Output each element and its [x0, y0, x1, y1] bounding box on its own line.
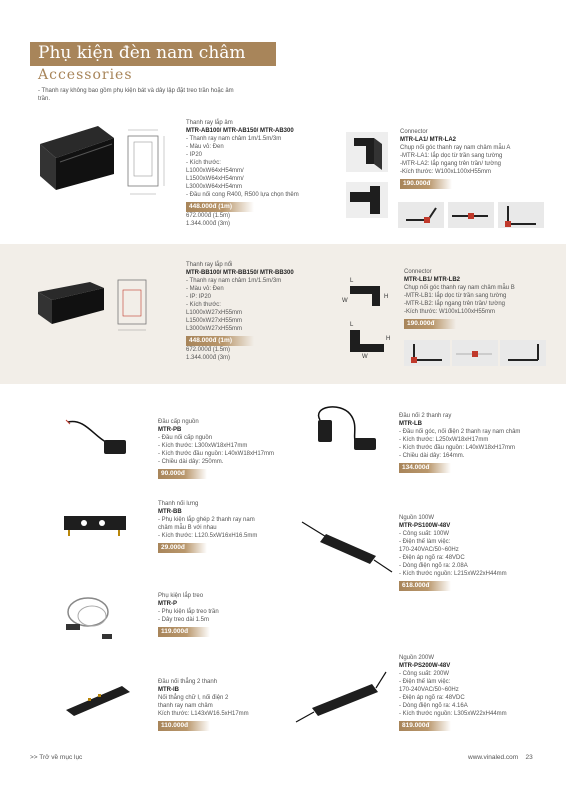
spec-line: - Đầu nối cong R400, R500 lựa chọn thêm [186, 192, 299, 198]
connector-lb-install-2 [452, 340, 498, 366]
connector-lb2-image [340, 318, 394, 358]
spec-line: - Công suất: 200W [399, 671, 450, 677]
connector-la1-image [344, 130, 390, 174]
svg-text:H: H [384, 294, 389, 300]
price-tag: 618.000đ [399, 581, 451, 591]
spec-line: - Kích thước nguồn: L305xW22xH44mm [399, 711, 507, 717]
spec-line: - Kích thước: L120.5xW16xH16.5mm [158, 533, 258, 539]
spec-line: Chụp nối góc thanh ray nam châm mẫu A [400, 145, 511, 151]
category: Connector [404, 269, 432, 275]
spec-line: Nối thẳng chữ I, nối điện 2 [158, 695, 229, 701]
spec-line: -Kích thước: W100xL100xH55mm [400, 169, 491, 175]
straight-connector-image [64, 682, 134, 722]
spec-line: - IP20 [186, 152, 203, 158]
product-bb [186, 261, 294, 362]
spec-line: thanh ray nam châm [158, 703, 213, 709]
product-code: MTR-LB1/ MTR-LB2 [404, 277, 460, 283]
spec-line: - Kích thước nguồn: L215xW22xH44mm [399, 571, 507, 577]
track-link-image [310, 400, 382, 456]
product-code: MTR-PS200W-48V [399, 663, 451, 669]
driver-100w-image [298, 518, 394, 578]
spec-line: Kích thước: L143xW16.5xH17mm [158, 711, 249, 717]
spec-line: - Đầu nối cấp nguồn [158, 435, 213, 441]
track-surface-drawing [106, 272, 162, 342]
product-ps200 [399, 654, 507, 731]
track-recessed-drawing [118, 124, 174, 204]
connector-la-install-1 [398, 202, 444, 228]
product-ab [186, 119, 299, 228]
spec-line: L1500xW64xH54mm/ [186, 176, 244, 182]
product-code: MTR-IB [158, 687, 179, 693]
footer-right [468, 754, 533, 761]
spec-line: - IP: IP20 [186, 294, 212, 300]
spec-line: - Thanh ray nam châm 1m/1.5m/3m [186, 136, 282, 142]
spec-line: - Chiều dài dây: 250mm. [158, 459, 224, 465]
spec-line: - Thanh ray nam châm 1m/1.5m/3m [186, 278, 282, 284]
price-extra: 1.344.000đ (3m) [186, 221, 231, 227]
website[interactable]: www.vinaled.com [468, 754, 519, 761]
connector-la2-image [344, 180, 390, 220]
category: Thanh ray lắp âm [186, 120, 233, 126]
spec-line: - Kích thước: L250xW18xH17mm [399, 437, 489, 443]
page-number: 23 [525, 754, 533, 761]
spec-line: Chụp nối góc thanh ray nam châm mẫu B [404, 285, 515, 291]
connector-lb-install-1 [404, 340, 450, 366]
price-tag: 448.000đ (1m) [186, 336, 254, 346]
spec-line: - Kích thước: L300xW18xH17mm [158, 443, 248, 449]
spec-line: - Kích thước: [186, 160, 221, 166]
spec-line: - Đầu nối góc, nối điện 2 thanh ray nam châm [399, 429, 521, 435]
svg-text:W: W [362, 354, 368, 360]
back-joint-image [62, 512, 128, 538]
product-code: MTR-BB [158, 509, 182, 515]
product-code: MTR-P [158, 601, 177, 607]
page-title: Phụ kiện đèn nam châm [38, 43, 246, 63]
price-tag: 90.000đ [158, 469, 207, 479]
category: Connector [400, 129, 428, 135]
connector-lb1-image [340, 274, 394, 314]
spec-line: - Điện áp ngõ ra: 48VDC [399, 695, 465, 701]
price-extra: 1.344.000đ (3m) [186, 355, 231, 361]
product-code: MTR-PB [158, 427, 182, 433]
category: Đầu nối thẳng 2 thanh [158, 679, 218, 685]
spec-line: - Dây treo dài 1.5m [158, 617, 210, 623]
driver-200w-image [292, 668, 388, 728]
intro-note: - Thanh ray không bao gồm phụ kiện bát và dây lập đặt treo trần hoặc âm trần. [38, 88, 234, 102]
spec-line: - Điện thế làm việc: [399, 679, 451, 685]
spec-line: L1000xW27xH55mm [186, 310, 243, 316]
category: Nguồn 200W [399, 655, 435, 661]
product-ps100 [399, 514, 507, 591]
product-code: MTR-BB100/ MTR-BB150/ MTR-BB300 [186, 270, 294, 276]
spec-line: - Dòng điện ngõ ra: 2.08A [399, 563, 468, 569]
spec-line: - Phụ kiện lắp treo trần [158, 609, 219, 615]
svg-text:W: W [342, 298, 348, 304]
spec-line: -MTR-LA1: lắp dọc từ trần sang tường [400, 153, 503, 159]
price-tag: 29.000đ [158, 543, 207, 553]
page-subtitle: Accessories [38, 67, 133, 83]
spec-line: - Kích thước đầu nguồn: L40xW18xH17mm [158, 451, 275, 457]
price-tag: 190.000đ [404, 319, 456, 329]
spec-line: - Chiều dài dây: 164mm. [399, 453, 465, 459]
svg-text:L: L [350, 322, 354, 328]
spec-line: L3000xW27xH55mm [186, 326, 243, 332]
spec-line: - Kích thước đầu nguồn: L40xW18xH17mm [399, 445, 516, 451]
category: Đầu cấp nguồn [158, 419, 199, 425]
spec-line: - Phụ kiện lắp ghép 2 thanh ray nam [158, 517, 255, 523]
product-pb [158, 418, 274, 479]
product-code: MTR-PS100W-48V [399, 523, 451, 529]
spec-line: -MTR-LA2: lắp ngang trên trần/ tường [400, 161, 501, 167]
product-bb-joint [158, 500, 257, 553]
spec-line: - Công suất: 100W [399, 531, 450, 537]
price-tag: 190.000đ [400, 179, 452, 189]
spec-line: -MTR-LB2: lắp ngang trên trần/ tường [404, 301, 505, 307]
price-tag: 819.000đ [399, 721, 451, 731]
spec-line: - Điện thế làm việc: [399, 539, 451, 545]
product-la [400, 128, 510, 189]
spec-line: châm mẫu B với nhau [158, 525, 217, 531]
spec-line: - Màu vỏ: Đen [186, 144, 224, 150]
spec-line: 170-240VAC/50~60Hz [399, 547, 459, 553]
category: Thanh ray lắp nổi [186, 262, 233, 268]
category: Nguồn 100W [399, 515, 435, 521]
spec-line: L3000xW64xH54mm [186, 184, 243, 190]
connector-la-install-2 [448, 202, 494, 228]
spec-line: - Màu vỏ: Đen [186, 286, 224, 292]
svg-text:H: H [386, 336, 391, 342]
price-extra: 672.000đ (1.5m) [186, 347, 231, 353]
track-recessed-image [36, 122, 116, 192]
price-tag: 448.000đ (1m) [186, 202, 254, 212]
suspension-kit-image [62, 590, 118, 646]
spec-line: -MTR-LB1: lắp dọc từ trần sang tường [404, 293, 507, 299]
product-code: MTR-LB [399, 421, 422, 427]
price-tag: 110.000đ [158, 721, 210, 731]
product-lb [404, 268, 515, 329]
product-ib [158, 678, 249, 731]
product-code: MTR-AB100/ MTR-AB150/ MTR-AB300 [186, 128, 294, 134]
spec-line: L1000xW64xH54mm/ [186, 168, 244, 174]
price-tag: 134.000đ [399, 463, 451, 473]
price-tag: 119.000đ [158, 627, 210, 637]
spec-line: - Dòng điện ngõ ra: 4.16A [399, 703, 468, 709]
spec-line: L1500xW27xH55mm [186, 318, 243, 324]
product-lb-link [399, 412, 520, 473]
product-code: MTR-LA1/ MTR-LA2 [400, 137, 456, 143]
spec-line: -Kích thước: W100xL100xH55mm [404, 309, 495, 315]
category: Thanh nối lưng [158, 501, 199, 507]
spec-line: - Kích thước: [186, 302, 221, 308]
svg-text:L: L [350, 278, 354, 284]
connector-la-install-3 [498, 202, 544, 228]
connector-lb-install-3 [500, 340, 546, 366]
spec-line: 170-240VAC/50~60Hz [399, 687, 459, 693]
spec-line: - Điện áp ngõ ra: 48VDC [399, 555, 465, 561]
category: Phụ kiện lắp treo [158, 593, 204, 599]
price-extra: 672.000đ (1.5m) [186, 213, 231, 219]
track-surface-image [36, 280, 106, 330]
product-p [158, 592, 219, 637]
back-to-contents-link[interactable]: >> Trở về mục lục [30, 754, 83, 761]
power-feed-image [64, 416, 134, 472]
category: Đầu nối 2 thanh ray [399, 413, 452, 419]
